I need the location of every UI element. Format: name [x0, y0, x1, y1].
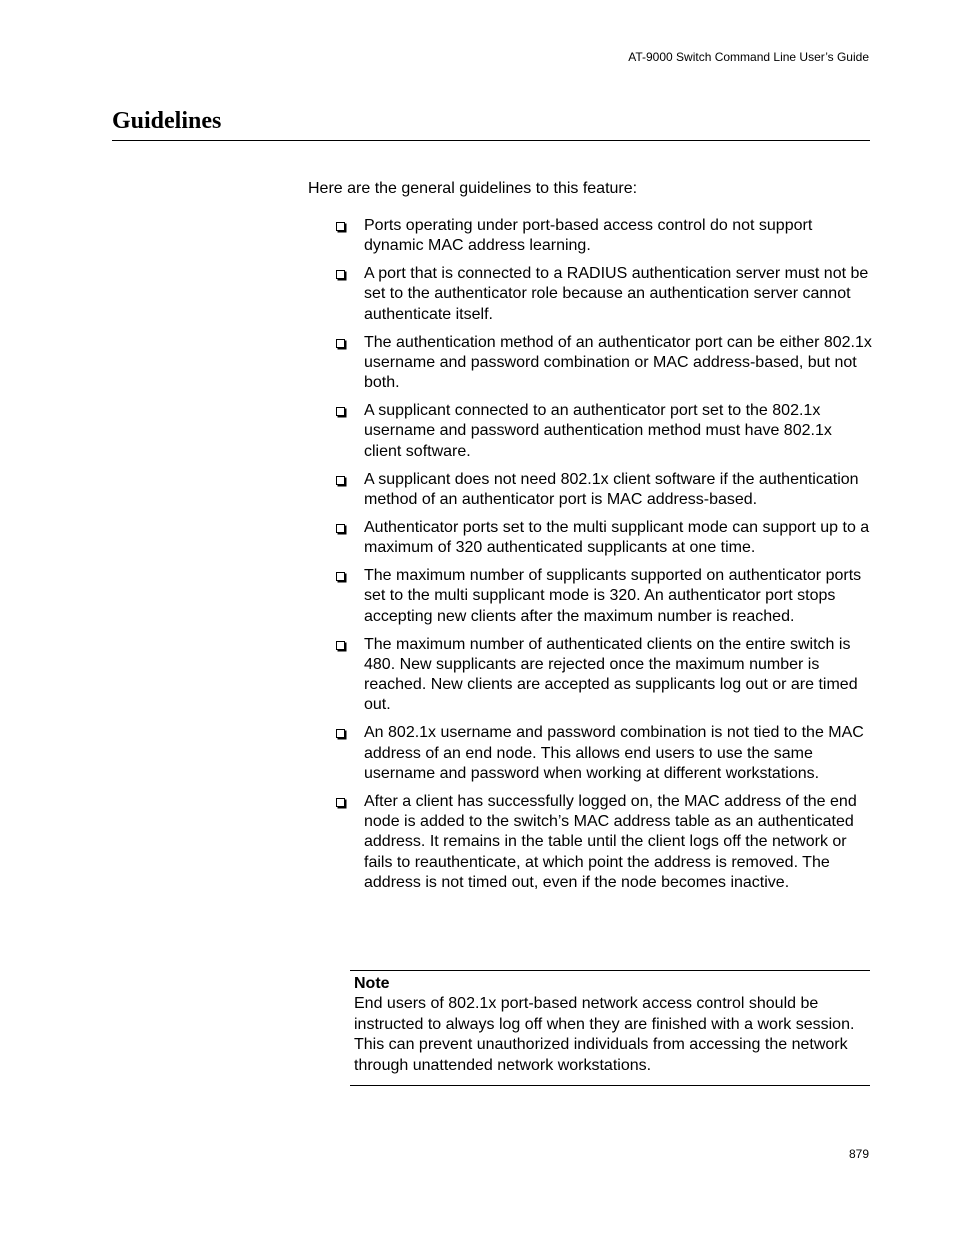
guideline-item — [336, 264, 872, 325]
guideline-text: The maximum number of supplicants supported on authenticator ports set to the multi supplicant mode is 320. An authenticator port stops accepting new clients after the maximum number is reached. — [364, 567, 862, 625]
running-header: AT-9000 Switch Command Line User’s Guide — [628, 50, 869, 64]
checkbox-bullet-icon — [336, 641, 345, 650]
guideline-item — [336, 470, 872, 511]
guideline-text: The authentication method of an authenticator port can be either 802.1x username and password combination or MAC address-based, but not both. — [364, 333, 872, 392]
checkbox-bullet-icon — [336, 407, 345, 416]
guideline-item — [336, 723, 872, 784]
checkbox-bullet-icon — [336, 572, 345, 581]
guideline-item — [336, 792, 872, 893]
guideline-item — [336, 518, 872, 559]
note-title: Note — [354, 975, 390, 992]
guideline-text: A supplicant connected to an authenticator port set to the 802.1x username and password authentication method must have 802.1x client software. — [364, 402, 832, 460]
checkbox-bullet-icon — [336, 339, 345, 348]
intro-text: Here are the general guidelines to this feature: — [308, 180, 638, 197]
page-number: 879 — [848, 1147, 869, 1161]
guideline-item — [336, 401, 872, 462]
guideline-item — [336, 333, 872, 394]
checkbox-bullet-icon — [336, 222, 345, 231]
checkbox-bullet-icon — [336, 524, 345, 533]
checkbox-bullet-icon — [336, 729, 345, 738]
checkbox-bullet-icon — [336, 798, 345, 807]
guideline-text: Ports operating under port-based access control do not support dynamic MAC address learning. — [364, 217, 813, 255]
guideline-text: A supplicant does not need 802.1x client software if the authentication method of an authenticator port is MAC address-based. — [364, 470, 859, 508]
note-box — [350, 970, 870, 1086]
guideline-text: The maximum number of authenticated clients on the entire switch is 480. New supplicants are rejected once the maximum number is reached. New clients are accepted as supplicants log out or are timed out. — [364, 635, 858, 714]
checkbox-bullet-icon — [336, 270, 345, 279]
checkbox-bullet-icon — [336, 476, 345, 485]
note-body: End users of 802.1x port-based network access control should be instructed to always log off when they are finished with a work session. This can prevent unauthorized individuals from accessing the network through unattended network workstations. — [354, 995, 855, 1074]
guideline-list — [336, 216, 872, 901]
guideline-text: After a client has successfully logged on, the MAC address of the end node is added to the switch’s MAC address table as an authenticated address. It remains in the table until the client logs off the network or fails to reauthenticate, at which point the address is removed. The address is not timed out, even if the node becomes inactive. — [364, 792, 857, 891]
guideline-item — [336, 216, 872, 257]
guideline-text: A port that is connected to a RADIUS authentication server must not be set to the authenticator role because an authentication server cannot authenticate itself. — [364, 265, 869, 323]
guideline-item — [336, 635, 872, 716]
section-title: Guidelines — [112, 108, 222, 134]
guideline-text: An 802.1x username and password combination is not tied to the MAC address of an end node. This allows end users to use the same username and password when working at different workstations. — [364, 724, 864, 782]
guideline-text: Authenticator ports set to the multi supplicant mode can support up to a maximum of 320 authenticated supplicants at one time. — [364, 518, 870, 557]
guideline-item — [336, 566, 872, 627]
title-rule — [112, 140, 870, 141]
